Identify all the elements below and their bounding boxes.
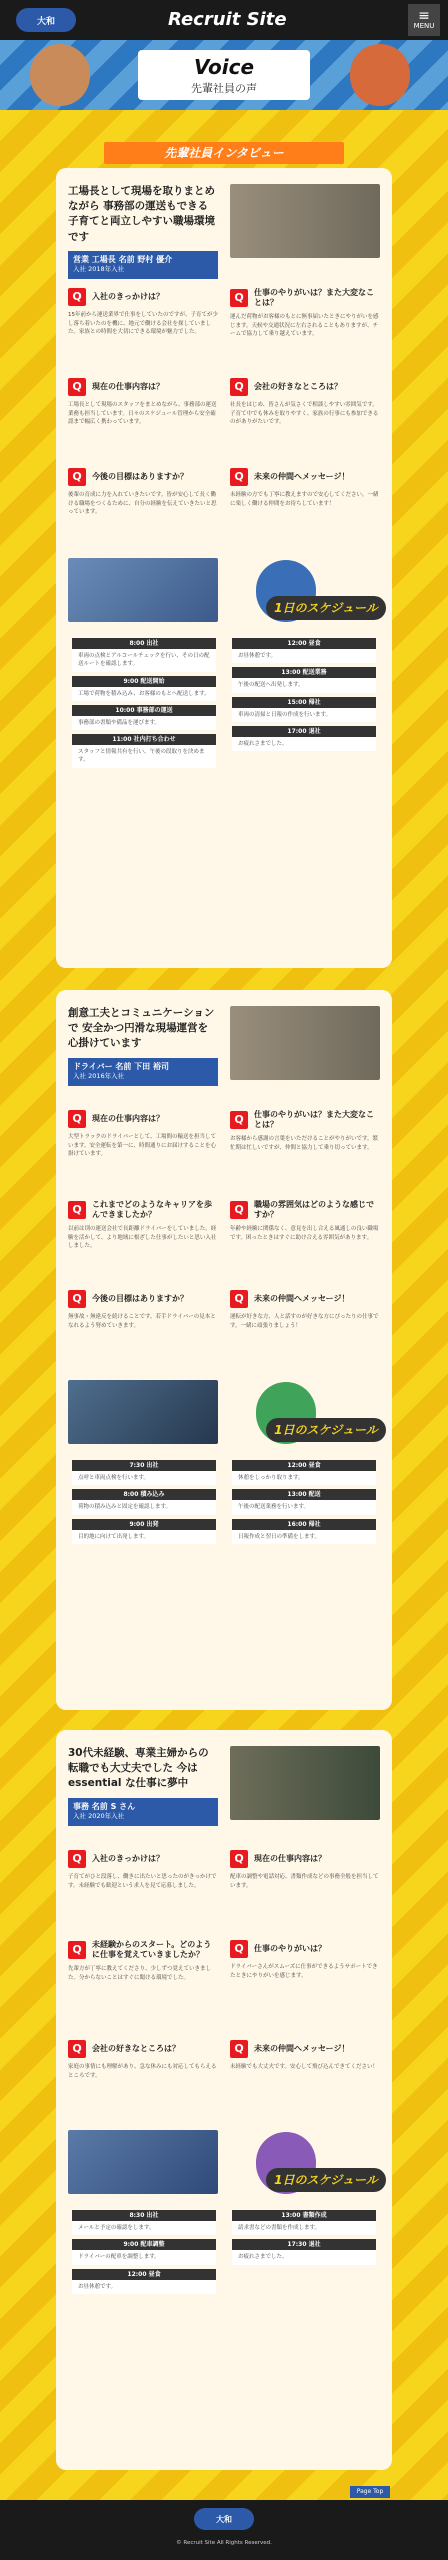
work-photo xyxy=(68,2130,218,2194)
copyright: © Recruit Site All Rights Reserved. xyxy=(176,2540,272,2546)
hero-title-box xyxy=(138,50,310,100)
question-icon: Q xyxy=(230,1201,248,1219)
qa-block: Q 会社の好きなところは？ 社長をはじめ、皆さんが気さくで相談しやすい雰囲気です。子育て中でも休みを取りやすく、家族の行事にも参加できるのがありがたいです。 xyxy=(230,380,379,426)
schedule-column xyxy=(232,2210,376,2269)
menu-label: MENU xyxy=(413,22,435,30)
question-icon: Q xyxy=(68,378,86,396)
qa-block: Q 現在の仕事内容は？ 大型トラックのドライバーとして、工場間の輸送を担当しています。安全運転を第一に、時間通りにお届けすることを心掛けています。 xyxy=(68,1112,217,1158)
schedule-column xyxy=(72,638,216,772)
qa-block: Q 仕事のやりがいは？ ドライバーさんがスムーズに仕事ができるようサポートできたときにやりがいを感じます。 xyxy=(230,1942,378,1979)
interview-photo xyxy=(230,1006,380,1080)
interview-card-2 xyxy=(56,990,392,1710)
question-icon: Q xyxy=(68,1110,86,1128)
question-icon: Q xyxy=(68,288,86,306)
question-icon: Q xyxy=(230,2040,248,2058)
section-heading: 先輩社員インタビュー xyxy=(104,142,344,164)
interview-card-1 xyxy=(56,168,392,968)
qa-block: Q 会社の好きなところは？ 家庭の事情にも理解があり、急な休みにも対応してもらえるところです。 xyxy=(68,2042,217,2079)
qa-block: Q 入社のきっかけは？ 子育てがひと段落し、働きに出たいと思ったのがきっかけです。未経験でも歓迎という求人を見て応募しました。 xyxy=(68,1852,217,1889)
profile-badge: 営業 工場長 名前 野村 優介 入社 2018年入社 xyxy=(68,251,218,279)
menu-button[interactable] xyxy=(408,4,440,36)
company-logo[interactable]: 大和 xyxy=(16,8,76,32)
schedule-item: 12:00 昼食 休憩をしっかり取ります。 xyxy=(232,1460,376,1485)
qa-block: Q 入社のきっかけは？ 15年前から運送業界で仕事をしていたのですが、子育てが少し落ち着いたのを機に、地元で働ける会社を探していました。家族との時間を大切にできる環境が魅力でした。 xyxy=(68,290,219,336)
schedule-column xyxy=(72,2210,216,2298)
schedule-item: 9:00 出発 目的地に向けて出発します。 xyxy=(72,1519,216,1544)
schedule-title: 1日のスケジュール xyxy=(266,596,386,620)
character-left xyxy=(30,44,90,106)
character-right xyxy=(350,44,410,106)
interview-photo xyxy=(230,1746,380,1820)
hero-subtitle: 先輩社員の声 xyxy=(191,82,257,95)
schedule-item: 9:00 配車調整 ドライバーの配車を調整します。 xyxy=(72,2239,216,2264)
schedule-item: 16:00 帰社 日報作成と翌日の準備をします。 xyxy=(232,1519,376,1544)
qa-block: Q 今後の目標はありますか？ 後輩の育成に力を入れていきたいです。皆が安心して長く働ける職場をつくるために、自分の経験を伝えていきたいと思っています。 xyxy=(68,470,217,516)
hero-banner xyxy=(0,40,448,110)
schedule-item: 17:30 退社 お疲れさまでした。 xyxy=(232,2239,376,2264)
schedule-item: 13:00 配送 午後の配送業務を行います。 xyxy=(232,1489,376,1514)
schedule-title: 1日のスケジュール xyxy=(266,2168,386,2192)
question-icon: Q xyxy=(230,289,248,307)
interview-photo xyxy=(230,184,380,258)
hero-title: Voice xyxy=(193,55,255,79)
qa-block: Q 現在の仕事内容は？ 配車の調整や電話対応、書類作成などの事務全般を担当しています。 xyxy=(230,1852,379,1889)
qa-block: Q 未来の仲間へメッセージ！ 運転が好きな方、人と話すのが好きな方にぴったりの仕事です。一緒に頑張りましょう！ xyxy=(230,1292,379,1329)
hamburger-icon: ≡ xyxy=(418,8,430,24)
interview-card-3 xyxy=(56,1730,392,2470)
qa-block: Q 現在の仕事内容は？ 工場長として現場のスタッフをまとめながら、事務部の運送業務も担当しています。日々のスケジュール管理から安全確認まで幅広く携わっています。 xyxy=(68,380,217,426)
qa-block: Q 未来の仲間へメッセージ！ 未経験の方でも丁寧に教えますので安心してください。一緒に楽しく働ける仲間をお待ちしています！ xyxy=(230,470,379,507)
question-icon: Q xyxy=(230,1111,248,1129)
question-icon: Q xyxy=(68,1941,86,1959)
question-icon: Q xyxy=(230,1290,248,1308)
qa-block: Q 仕事のやりがいは？また大変なことは？ お客様から感謝の言葉をいただけることがやりがいです。繁忙期は忙しいですが、仲間と協力して乗り切っています。 xyxy=(230,1110,379,1151)
qa-block: Q 未来の仲間へメッセージ！ 未経験でも大丈夫です。安心して飛び込んできてください！ xyxy=(230,2042,379,2070)
work-photo xyxy=(68,558,218,622)
schedule-item: 12:00 昼食 お昼休憩です。 xyxy=(232,638,376,663)
qa-block: Q これまでどのようなキャリアを歩んできましたか？ 以前は別の運送会社で長距離ドライバーをしていました。経験を活かして、より地域に根ざした仕事がしたいと思い入社しました。 xyxy=(68,1200,217,1250)
schedule-item: 8:30 出社 メールと予定の確認をします。 xyxy=(72,2210,216,2235)
schedule-item: 13:00 書類作成 請求書などの書類を作成します。 xyxy=(232,2210,376,2235)
qa-block: Q 職場の雰囲気はどのような感じですか？ 年齢や経験に関係なく、意見を出し合える風通しの良い職場です。困ったときはすぐに助け合える雰囲気があります。 xyxy=(230,1200,379,1241)
interview-title: 創意工夫とコミュニケーションで 安全かつ円滑な現場運営を 心掛けています xyxy=(68,1007,215,1050)
schedule-item: 17:00 退社 お疲れさまでした。 xyxy=(232,726,376,751)
qa-block: Q 今後の目標はありますか？ 無事故・無違反を続けることです。若手ドライバーの見本となれるよう努めていきます。 xyxy=(68,1292,216,1329)
page-top-button[interactable]: Page Top xyxy=(350,2486,390,2498)
schedule-column xyxy=(232,1460,376,1548)
work-photo xyxy=(68,1380,218,1444)
question-icon: Q xyxy=(230,468,248,486)
schedule-item: 11:00 社内打ち合わせ スタッフと情報共有を行い、午後の段取りを決めます。 xyxy=(72,734,216,768)
schedule-item: 15:00 帰社 車両の清掃と日報の作成を行います。 xyxy=(232,697,376,722)
interview-title: 工場長として現場を取りまとめながら 事務部の運送もできる 子育てと両立しやすい職場環境です xyxy=(68,185,215,243)
question-icon: Q xyxy=(68,2040,86,2058)
question-icon: Q xyxy=(230,1940,248,1958)
question-icon: Q xyxy=(68,1290,86,1308)
question-icon: Q xyxy=(230,1850,248,1868)
question-icon: Q xyxy=(230,378,248,396)
site-header xyxy=(0,0,448,40)
question-icon: Q xyxy=(68,1850,86,1868)
schedule-item: 7:30 出社 点呼と車両点検を行います。 xyxy=(72,1460,216,1485)
profile-badge: 事務 名前 S さん 入社 2020年入社 xyxy=(68,1798,218,1826)
profile-badge: ドライバー 名前 下田 裕司 入社 2016年入社 xyxy=(68,1058,218,1086)
schedule-item: 8:00 出社 車両の点検とアルコールチェックを行い、その日の配送ルートを確認します。 xyxy=(72,638,216,672)
schedule-column xyxy=(232,638,376,755)
schedule-item: 12:00 昼食 お昼休憩です。 xyxy=(72,2269,216,2294)
qa-block: Q 未経験からのスタート。どのように仕事を覚えていきましたか？ 先輩方が丁寧に教えてくださり、少しずつ覚えていきました。分からないことはすぐに聞ける環境でした。 xyxy=(68,1940,212,1981)
footer-logo[interactable]: 大和 xyxy=(194,2508,254,2530)
question-icon: Q xyxy=(68,468,86,486)
question-icon: Q xyxy=(68,1201,86,1219)
site-title: Recruit Site xyxy=(168,9,287,30)
schedule-title: 1日のスケジュール xyxy=(266,1418,386,1442)
interview-title: 30代未経験、専業主婦からの 転職でも大丈夫でした 今は essential な仕事に夢中 xyxy=(68,1747,209,1790)
site-footer xyxy=(0,2500,448,2560)
schedule-item: 10:00 事務部の運送 事務部の書類や備品を運びます。 xyxy=(72,705,216,730)
schedule-column xyxy=(72,1460,216,1548)
schedule-item: 9:00 配送開始 工場で荷物を積み込み、お客様のもとへ配送します。 xyxy=(72,676,216,701)
schedule-item: 13:00 配送業務 午後の配送へ出発します。 xyxy=(232,667,376,692)
qa-block: Q 仕事のやりがいは？また大変なことは？ 運んだ荷物がお客様のもとに無事届いたときにやりがいを感じます。天候や交通状況に左右されることもありますが、チームで協力して乗り越えています。 xyxy=(230,288,379,338)
schedule-item: 8:00 積み込み 荷物の積み込みと固定を確認します。 xyxy=(72,1489,216,1514)
